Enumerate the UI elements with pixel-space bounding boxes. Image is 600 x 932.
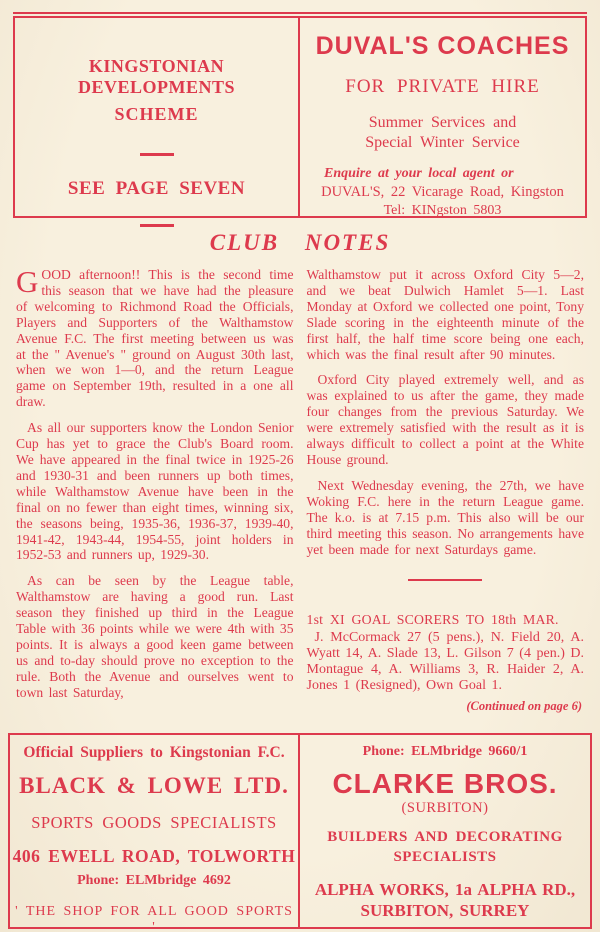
drop-cap: G: [16, 264, 39, 299]
black-lowe-address: 406 EWELL ROAD, TOLWORTH: [12, 846, 296, 866]
paragraph-3: As can be seen by the League table, Walthamstow are having a good run. Last season they finished up third in the League Table with 36 points while we were 4th with 35 points. It is always a good keen game between us and to-day should prove no exception to the rule. Both the Avenue and ourselves went to town last Saturday,: [16, 573, 294, 700]
duvals-service-line2: Special Winter Service: [365, 134, 520, 151]
clarke-bros-phone: Phone: ELMbridge 9660/1: [362, 744, 528, 759]
paragraph-1: [16, 264, 294, 410]
kingstonian-advert-line1: KINGSTONIAN DEVELOPMENTS: [77, 56, 236, 97]
duvals-service-line1: Summer Services and: [368, 114, 517, 131]
black-lowe-specialty: SPORTS GOODS SPECIALISTS: [31, 813, 277, 832]
duvals-coaches-advert: [300, 18, 585, 216]
duvals-advert-title: DUVAL'S COACHES: [315, 32, 570, 60]
page-title: CLUB NOTES: [209, 230, 391, 255]
clarke-bros-specialty-line1: BUILDERS AND DECORATING: [327, 829, 563, 845]
clarke-bros-location: (SURBITON): [401, 800, 489, 816]
paragraph-4: Walthamstow put it across Oxford City 5—2, and we beat Dulwich Hamlet 5—1. Last Monday at Oxford we collected one point, Tony Slade scoring in the eighteenth minute of the first half, the half time score being one each, which was the final result after 90 minutes.: [306, 267, 584, 362]
divider-dash: [140, 224, 174, 227]
duvals-telephone: Tel: KINgston 5803: [383, 203, 502, 218]
black-lowe-name: BLACK & LOWE LTD.: [19, 773, 289, 798]
black-lowe-tagline: Official Suppliers to Kingstonian F.C.: [23, 744, 285, 761]
duvals-address: DUVAL'S, 22 Vicarage Road, Kingston: [321, 184, 564, 200]
black-lowe-phone: Phone: ELMbridge 4692: [77, 873, 231, 888]
paragraph-2: As all our supporters know the London Senior Cup has yet to grace the Club's Board room. We have appeared in the final twice in 1925-26 and 1930-31 and been runners up both times, while Walthamstow Avenue have been in the final on no fewer than eight times, winning six, the seasons being, 1935-36, 1936-37, 1939-40, 1941-42, 1943-44, 1954-55, joint holders in 1952-53 and runners up, 1929-30.: [16, 420, 294, 563]
divider-dash: [140, 153, 174, 156]
duvals-advert-subtitle: FOR PRIVATE HIRE: [345, 76, 540, 97]
kingstonian-developments-advert: [15, 18, 300, 216]
black-lowe-slogan: ' THE SHOP FOR ALL GOOD SPORTS ': [15, 904, 293, 932]
goal-scorers-heading: 1st XI GOAL SCORERS TO 18th MAR.: [306, 612, 559, 628]
clarke-bros-address-line1: ALPHA WORKS, 1a ALPHA RD.,: [314, 880, 576, 899]
goal-scorers-list: J. McCormack 27 (5 pens.), N. Field 20, A. Wyatt 14, A. Slade 13, L. Gilson 7 (4 pen.) D. Montague 4, A. Williams 3, R. Haider 2, A. Jones 1 (Resigned), Own Goal 1.: [306, 630, 584, 694]
black-lowe-advert: [10, 735, 300, 932]
paragraph-6: Next Wednesday evening, the 27th, we have Woking F.C. here in the return League game. The k.o. is at 7.15 p.m. This also will be our third meeting this season. No arrangements have yet been made for next Saturdays game.: [306, 477, 584, 557]
clarke-bros-name: CLARKE BROS.: [332, 768, 558, 799]
clarke-bros-advert: [300, 735, 590, 927]
right-column: [307, 267, 585, 714]
clarke-bros-specialty-line2: SPECIALISTS: [393, 849, 497, 865]
duvals-enquire-line: Enquire at your local agent or: [324, 166, 514, 181]
top-advert-box: [13, 16, 587, 218]
paragraph-1-text: OOD afternoon!! This is the second time this season that we have had the pleasure of welcoming to Richmond Road the Officials, Players and Supporters of the Walthamstow Avenue F.C. The first meeting between us was at the " Avenue's " ground on August 30th last, when we won 1—0, and the return League game on September 19th, resulted in a one all draw.: [16, 267, 294, 410]
kingstonian-advert-cta: SEE PAGE SEVEN: [67, 178, 246, 199]
paragraph-5: Oxford City played extremely well, and as was explained to us after the game, they made four changes from the previous Saturday. We were extremely satisfied with the result as it is always difficult to collect a point at the White House ground.: [306, 372, 584, 467]
bottom-advert-box: [8, 733, 592, 932]
kingstonian-advert-line2: SCHEME: [114, 104, 199, 124]
clarke-bros-address-line2: SURBITON, SURREY: [360, 901, 530, 920]
club-notes-body: [13, 264, 587, 714]
continued-note: (Continued on page 6): [466, 699, 582, 714]
section-divider-rule: [408, 579, 482, 581]
left-column: [16, 264, 294, 714]
